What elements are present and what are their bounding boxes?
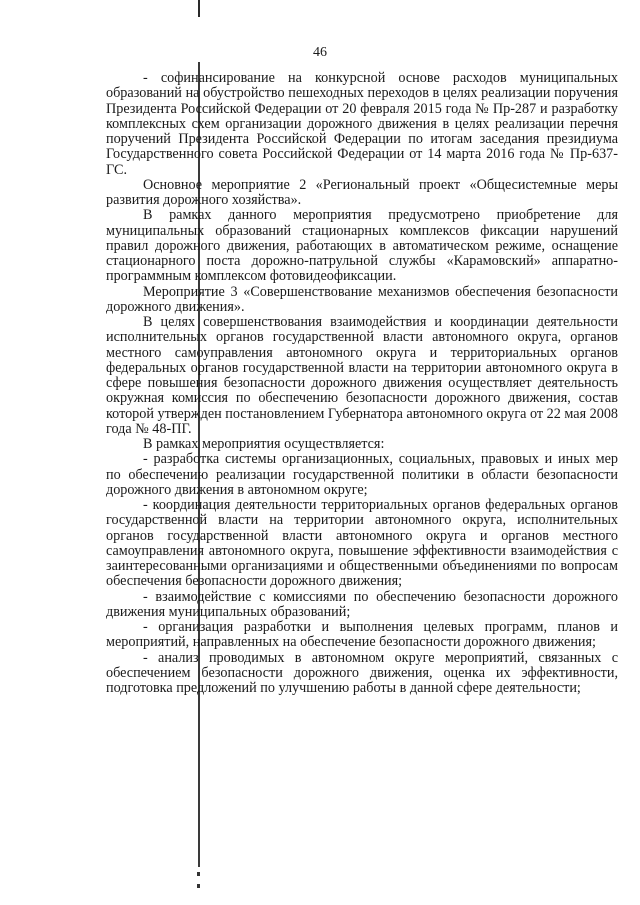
- paragraph-measure-3: Мероприятие 3 «Совершенствование механизмов обеспечения безопасности дорожного движения».: [106, 283, 618, 315]
- list-item: - разработка системы организационных, социальных, правовых и иных мер по обеспечению реализации государственной политики в области безопасности дорожного движения в автономном округе;: [106, 451, 618, 498]
- list-item: - организация разработки и выполнения целевых программ, планов и мероприятий, направленных на обеспечение безопасности дорожного движения;: [106, 619, 618, 651]
- list-item: - координация деятельности территориальных органов федеральных органов государственной власти на территории автономного округа, исполнительных органов государственной власти автономного округа и органов местного самоуправления автономного округа, повышение эффективности взаимодействия с заинтересованными организациями и общественными объединениями по вопросам обеспечения безопасности дорожного движения;: [106, 497, 618, 590]
- page-number: 46: [313, 45, 327, 60]
- scan-artifact-dot: [197, 884, 200, 888]
- scan-artifact-dot: [197, 872, 200, 876]
- paragraph-main-measure-2: Основное мероприятие 2 «Региональный проект «Общесистемные меры развития дорожного хозяйства».: [106, 176, 618, 208]
- paragraph-commission: В целях совершенствования взаимодействия и координации деятельности исполнительных органов государственной власти автономного округа, органов местного самоуправления автономного округа и территориальных органов федеральных органов государственной власти на территории автономного округа в сфере повышения безопасности дорожного движения осуществляет деятельность окружная комиссия по обеспечению безопасности дорожного движения, состав которой утвержден постановлением Губернатора автономного округа от 22 мая 2008 года № 48-ПГ.: [106, 314, 619, 437]
- paragraph-cofinancing: - софинансирование на конкурсной основе расходов муниципальных образований на обустройство пешеходных переходов в целях реализации поручения Президента Российской Федерации от 20 февраля 2015 года № Пр-287 и разработку комплексных схем организации дорожного движения в целях реализации перечня поручений Президента Российской Федерации по итогам заседания президиума Государственного совета Российской Федерации от 14 марта 2016 года № Пр-637-ГС.: [106, 70, 618, 178]
- paragraph-list-intro: В рамках мероприятия осуществляется:: [143, 436, 385, 452]
- scan-artifact-line-top: [198, 0, 200, 17]
- list-item: - анализ проводимых в автономном округе мероприятий, связанных с обеспечением безопасности дорожного движения, оценка их эффективности, подготовка предложений по улучшению работы в данной сфере деятельности;: [106, 649, 618, 696]
- list-item: - взаимодействие с комиссиями по обеспечению безопасности дорожного движения муниципальных образований;: [106, 588, 618, 620]
- body-text: [106, 71, 618, 696]
- paragraph-measure-2-details: В рамках данного мероприятия предусмотрено приобретение для муниципальных образований стационарных комплексов фиксации нарушений правил дорожного движения, работающих в автоматическом режиме, оснащение стационарного поста дорожно-патрульной службы «Карамовский» аппаратно-программным комплексом фотовидеофиксации.: [106, 207, 618, 285]
